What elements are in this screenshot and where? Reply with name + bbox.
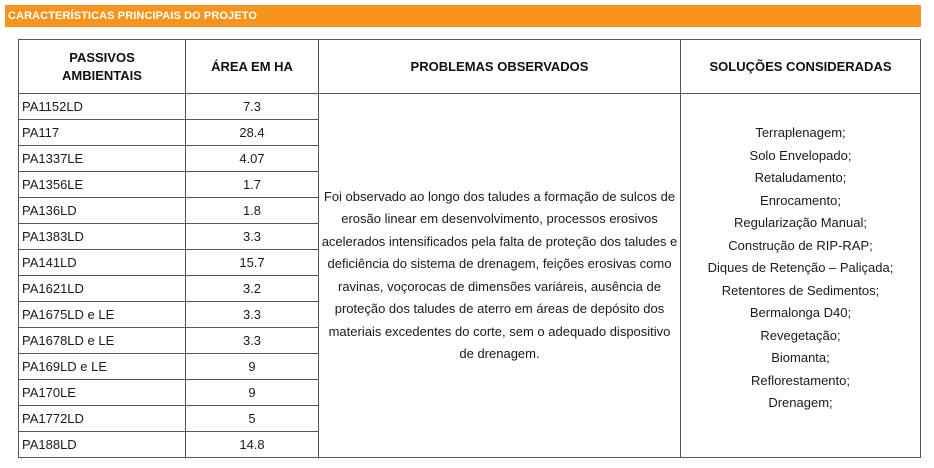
area-cell: 5 xyxy=(186,406,319,432)
solution-item: Reflorestamento; xyxy=(751,372,850,388)
header-passivos-line1: PASSIVOS xyxy=(69,49,135,65)
table-row xyxy=(19,94,921,120)
passivo-code-cell: PA170LE xyxy=(19,380,186,406)
area-cell: 1.7 xyxy=(186,172,319,198)
area-cell: 1.8 xyxy=(186,198,319,224)
area-cell: 3.3 xyxy=(186,224,319,250)
header-solucoes: SOLUÇÕES CONSIDERADAS xyxy=(681,40,921,94)
passivo-code-cell: PA136LD xyxy=(19,198,186,224)
passivo-code-cell: PA1675LD e LE xyxy=(19,302,186,328)
passivo-code-cell: PA1356LE xyxy=(19,172,186,198)
solution-item: Solo Envelopado; xyxy=(749,147,852,163)
solution-item: Biomanta; xyxy=(771,350,830,366)
area-cell: 3.3 xyxy=(186,302,319,328)
solution-item: Retaludamento; xyxy=(754,170,847,186)
solution-item: Retentores de Sedimentos; xyxy=(721,282,880,298)
header-problemas: PROBLEMAS OBSERVADOS xyxy=(319,40,681,94)
area-cell: 4.07 xyxy=(186,146,319,172)
table-header-row xyxy=(19,40,921,94)
passivo-code-cell: PA1678LD e LE xyxy=(19,328,186,354)
area-cell: 3.3 xyxy=(186,328,319,354)
solution-item: Diques de Retenção – Paliçada; xyxy=(707,260,894,276)
passivo-code-cell: PA1152LD xyxy=(19,94,186,120)
solution-item: Bermalonga D40; xyxy=(749,305,852,321)
area-cell: 9 xyxy=(186,354,319,380)
passivo-code-cell: PA1383LD xyxy=(19,224,186,250)
area-cell: 7.3 xyxy=(186,94,319,120)
passivo-code-cell: PA169LD e LE xyxy=(19,354,186,380)
area-cell: 28.4 xyxy=(186,120,319,146)
section-title: CARACTERÍSTICAS PRINCIPAIS DO PROJETO xyxy=(5,5,921,27)
passivo-code-cell: PA117 xyxy=(19,120,186,146)
passivo-code-cell: PA1772LD xyxy=(19,406,186,432)
passivo-code-cell: PA188LD xyxy=(19,432,186,458)
area-cell: 9 xyxy=(186,380,319,406)
solution-item: Revegetação; xyxy=(760,327,841,343)
passivo-code-cell: PA1621LD xyxy=(19,276,186,302)
header-area: ÁREA EM HA xyxy=(186,40,319,94)
area-cell: 3.2 xyxy=(186,276,319,302)
solution-item: Regularização Manual; xyxy=(734,215,867,231)
problems-observed-cell: Foi observado ao longo dos taludes a formação de sulcos de erosão linear em desenvolvimento, processos erosivos acelerados intensificados pela falta de proteção dos taludes e deficiência do sistema de drenagem, feições erosivas como ravinas, voçorocas de dimensões variáreis, ausência de proteção dos taludes de aterro em áreas de depósito dos materiais excedentes do corte, sem o adequado dispositivo de drenagem. xyxy=(319,94,681,458)
solutions-considered-cell xyxy=(681,94,921,458)
table-body xyxy=(19,94,921,458)
passivo-code-cell: PA1337LE xyxy=(19,146,186,172)
area-cell: 14.8 xyxy=(186,432,319,458)
header-passivos-line2: AMBIENTAIS xyxy=(62,67,142,83)
solution-item: Enrocamento; xyxy=(760,192,841,208)
solution-item: Construção de RIP-RAP; xyxy=(728,237,873,253)
solution-item: Drenagem; xyxy=(768,395,833,411)
passivo-code-cell: PA141LD xyxy=(19,250,186,276)
area-cell: 15.7 xyxy=(186,250,319,276)
project-characteristics-table xyxy=(18,39,921,458)
header-passivos-ambientais xyxy=(19,40,186,94)
solution-item: Terraplenagem; xyxy=(755,125,846,141)
